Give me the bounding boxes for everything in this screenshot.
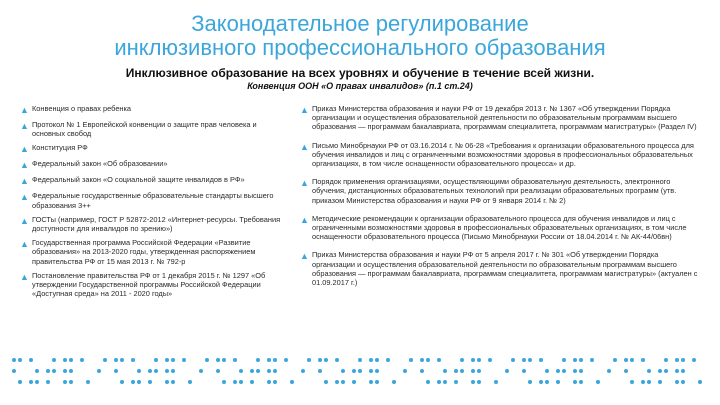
braille-dot (477, 369, 481, 373)
braille-dot (154, 358, 158, 362)
braille-dot (562, 369, 566, 373)
braille-dot (664, 369, 668, 373)
braille-dot (539, 358, 543, 362)
braille-dot (267, 358, 271, 362)
braille-dot (18, 380, 22, 384)
braille-dot (681, 358, 685, 362)
braille-dot (613, 358, 617, 362)
braille-dot (52, 358, 56, 362)
document-title: Постановление правительства РФ от 1 декабря 2015 г. № 1297 «Об утверждении Государственной программы Российской Федерации «Доступная среда» на 2011 - 2020 годы» (32, 270, 266, 299)
braille-dot (250, 380, 254, 384)
document-title: Приказ Министерства образования и науки РФ от 5 апреля 2017 г. № 301 «Об утверждении Порядка организации и осуществления образовательной деятельности по образовательным программам высшего образования — программам бакалавриата, программам специалитета, программам магистратуры» (актуален с 01.09.2017 г.) (312, 250, 698, 288)
braille-dot (511, 358, 515, 362)
braille-dot (148, 380, 152, 384)
braille-dot (273, 358, 277, 362)
blue-arrow-icon: ▲ (20, 121, 29, 131)
blue-arrow-icon: ▲ (20, 176, 29, 187)
braille-dot (188, 380, 192, 384)
braille-dot (131, 358, 135, 362)
braille-dot (137, 380, 141, 384)
braille-dot (171, 358, 175, 362)
document-list-item (300, 141, 700, 169)
braille-dot (573, 380, 577, 384)
braille-dot (165, 369, 169, 373)
braille-dot (273, 380, 277, 384)
blue-arrow-icon: ▲ (20, 271, 29, 282)
braille-dot (222, 380, 226, 384)
braille-dot (335, 380, 339, 384)
blue-arrow-icon: ▲ (20, 144, 29, 155)
braille-dot (63, 358, 67, 362)
braille-dot (131, 380, 135, 384)
braille-dot (375, 369, 379, 373)
braille-dot (443, 380, 447, 384)
blue-arrow-icon: ▲ (20, 160, 29, 171)
braille-dot (528, 380, 532, 384)
braille-dot (471, 358, 475, 362)
braille-dot (318, 369, 322, 373)
slide-subtitle: Инклюзивное образование на всех уровнях и обучение в течение всей жизни. (125, 66, 595, 80)
braille-dot (216, 358, 220, 362)
document-list-item (300, 104, 700, 132)
braille-dot (641, 358, 645, 362)
braille-dot (692, 358, 696, 362)
braille-dot (222, 358, 226, 362)
braille-dot (658, 380, 662, 384)
braille-dot (256, 358, 260, 362)
braille-dot (324, 380, 328, 384)
blue-arrow-icon: ▲ (20, 192, 29, 203)
braille-dot (290, 380, 294, 384)
braille-dot (579, 380, 583, 384)
braille-dot (301, 369, 305, 373)
braille-dot (556, 369, 560, 373)
document-title: Приказ Министерства образования и науки РФ от 19 декабря 2013 г. № 1367 «Об утверждении Порядка организации и осуществления образовательной деятельности по образовательным программам высшего образования — программам бакалавриата, программам специалитета, программам магистратуры» (Раздел IV) (312, 104, 697, 132)
braille-dot (335, 358, 339, 362)
braille-dot (307, 358, 311, 362)
braille-dot (182, 358, 186, 362)
document-list-item (300, 177, 700, 205)
document-list-item (300, 214, 700, 242)
braille-dot (35, 380, 39, 384)
braille-dot (239, 380, 243, 384)
blue-arrow-icon: ▲ (300, 251, 309, 262)
braille-dot (675, 380, 679, 384)
braille-dot (624, 369, 628, 373)
document-list-item (20, 238, 285, 266)
braille-dot (18, 358, 22, 362)
braille-dot (624, 358, 628, 362)
braille-dot (256, 369, 260, 373)
braille-dot (358, 369, 362, 373)
document-title: Конституция РФ (32, 143, 88, 153)
braille-dot (318, 358, 322, 362)
document-title: Конвенция о правах ребенка (32, 104, 132, 113)
braille-dot (681, 369, 685, 373)
braille-dot (596, 380, 600, 384)
document-title: Государственная программа Российской Федерации «Развитие образования» на 2013-2020 годы, утвержденная распоряжением правительства РФ от 15 мая 2013 г. № 792-р (32, 238, 256, 266)
braille-dot (12, 358, 16, 362)
braille-dot (233, 358, 237, 362)
braille-dot (29, 380, 33, 384)
braille-dot (284, 358, 288, 362)
braille-dot (579, 358, 583, 362)
braille-dot (114, 358, 118, 362)
braille-dot (477, 358, 481, 362)
braille-dot (494, 380, 498, 384)
braille-dot (369, 369, 373, 373)
braille-dot (386, 358, 390, 362)
braille-dot (460, 369, 464, 373)
braille-dot (630, 380, 634, 384)
braille-dot (103, 358, 107, 362)
blue-arrow-icon: ▲ (300, 105, 309, 115)
braille-dot (69, 369, 73, 373)
blue-arrow-icon: ▲ (20, 215, 29, 226)
braille-dot (454, 380, 458, 384)
braille-dot (471, 380, 475, 384)
document-title: ГОСТы (например, ГОСТ Р 52872-2012 «Интернет-ресурсы. Требования доступности для инвалидов по зрению») (32, 214, 281, 234)
braille-dot (375, 380, 379, 384)
blue-arrow-icon: ▲ (300, 214, 309, 225)
braille-dot (590, 358, 594, 362)
braille-dot (97, 369, 101, 373)
braille-dot (505, 369, 509, 373)
braille-dot (324, 358, 328, 362)
title-line-1: Законодательное регулирование (191, 11, 529, 36)
braille-dot (114, 369, 118, 373)
braille-dot (392, 380, 396, 384)
braille-dot (273, 369, 277, 373)
braille-dot (205, 358, 209, 362)
document-title: Федеральный закон «Об образовании» (32, 159, 168, 169)
braille-dot (69, 380, 73, 384)
blue-arrow-icon: ▲ (20, 105, 29, 115)
braille-dot (341, 380, 345, 384)
braille-dot (477, 380, 481, 384)
braille-dot (681, 380, 685, 384)
braille-dot (69, 358, 73, 362)
document-title: Письмо Минобрнауки РФ от 03.16.2014 г. № 06-28 «Требования к организации образовательного процесса для обучения инвалидов и лиц с ограниченными возможностями здоровья в профессиональных образовательных организациях, в том числе оснащенности образовательного процесса» и др. (312, 140, 694, 169)
braille-dot (460, 358, 464, 362)
slide-title (0, 12, 720, 60)
braille-dot (556, 380, 560, 384)
document-list-item (20, 159, 285, 170)
braille-dot (199, 369, 203, 373)
title-line-2: инклюзивного профессионального образования (114, 35, 606, 60)
document-list-item (20, 191, 285, 209)
document-title: Протокол № 1 Европейской конвенции о защите прав человека и основных свобод (32, 120, 257, 139)
braille-dot (607, 369, 611, 373)
braille-dot (641, 380, 645, 384)
braille-dot (420, 358, 424, 362)
braille-dot (171, 369, 175, 373)
braille-dot (171, 380, 175, 384)
braille-dot (63, 369, 67, 373)
braille-dot (630, 358, 634, 362)
braille-dot (120, 358, 124, 362)
braille-dot (165, 380, 169, 384)
braille-dot (647, 369, 651, 373)
braille-dot (647, 380, 651, 384)
braille-dot (573, 358, 577, 362)
braille-dot (233, 380, 237, 384)
braille-dot (539, 380, 543, 384)
braille-dot (522, 358, 526, 362)
braille-dot (545, 380, 549, 384)
left-document-list (20, 104, 285, 303)
braille-dot (454, 369, 458, 373)
braille-dot (443, 369, 447, 373)
document-list-item (20, 215, 285, 233)
braille-dot (664, 358, 668, 362)
blue-arrow-icon: ▲ (20, 239, 29, 250)
braille-dot (86, 380, 90, 384)
braille-dot (250, 369, 254, 373)
braille-dot (46, 369, 50, 373)
braille-dot (154, 369, 158, 373)
braille-dot (488, 358, 492, 362)
document-list-item (20, 271, 285, 299)
document-title: Порядок применения организациями, осуществляющими образовательную деятельность, электронного обучения, дистанционных образовательных технологий при реализации образовательных программ (утв. приказом Министерства образования и науки РФ от 9 января 2014 г. № 2) (312, 177, 677, 205)
braille-dot (29, 358, 33, 362)
braille-dot (573, 369, 577, 373)
braille-dot (437, 380, 441, 384)
braille-dot (403, 369, 407, 373)
document-list-item (20, 104, 285, 115)
document-title: Федеральный закон «О социальной защите инвалидов в РФ» (32, 175, 245, 185)
document-title: Федеральные государственные образовательные стандарты высшего образования 3++ (32, 191, 274, 210)
braille-dot (352, 369, 356, 373)
braille-dot (437, 358, 441, 362)
braille-dot (358, 358, 362, 362)
document-list-item (20, 120, 285, 138)
braille-dot (35, 369, 39, 373)
braille-dot (12, 369, 16, 373)
braille-dot (148, 369, 152, 373)
braille-dot (658, 369, 662, 373)
braille-dot (369, 380, 373, 384)
braille-dot (341, 369, 345, 373)
document-list-item (300, 250, 700, 287)
document-list-item (20, 143, 285, 154)
right-document-list (300, 104, 700, 296)
braille-dot (471, 369, 475, 373)
braille-dot (579, 369, 583, 373)
braille-dot (137, 369, 141, 373)
braille-dot (46, 380, 50, 384)
braille-dot (426, 380, 430, 384)
braille-dot (545, 369, 549, 373)
braille-dot (267, 369, 271, 373)
braille-dot (522, 369, 526, 373)
braille-dot (80, 358, 84, 362)
braille-dot (352, 380, 356, 384)
document-list-item (20, 175, 285, 186)
braille-dot (267, 380, 271, 384)
braille-dot (698, 380, 702, 384)
braille-dot (420, 369, 424, 373)
braille-dot (675, 358, 679, 362)
braille-dot (528, 358, 532, 362)
braille-dot (52, 369, 56, 373)
braille-dot (369, 358, 373, 362)
braille-dot (239, 369, 243, 373)
braille-dot (63, 380, 67, 384)
braille-dot (120, 380, 124, 384)
document-title: Методические рекомендации к организации образовательного процесса для обучения инвалидов и лиц с ограниченными возможностями здоровья в профессиональных образовательных организациях, в том числе оснащенности образовательного процесса (Письмо Минобрнауки России от 18.04.2014 г. № АК-44/06вн) (312, 213, 687, 242)
braille-dot (409, 358, 413, 362)
braille-dots-decoration (0, 352, 720, 400)
braille-dot (165, 358, 169, 362)
braille-dot (216, 369, 220, 373)
convention-quote: Конвенция ООН «О правах инвалидов» (п.1 ст.24) (247, 81, 473, 91)
blue-arrow-icon: ▲ (300, 178, 309, 189)
braille-dot (675, 369, 679, 373)
braille-dot (375, 358, 379, 362)
braille-dot (426, 358, 430, 362)
braille-dot (562, 358, 566, 362)
blue-arrow-icon: ▲ (300, 141, 309, 152)
